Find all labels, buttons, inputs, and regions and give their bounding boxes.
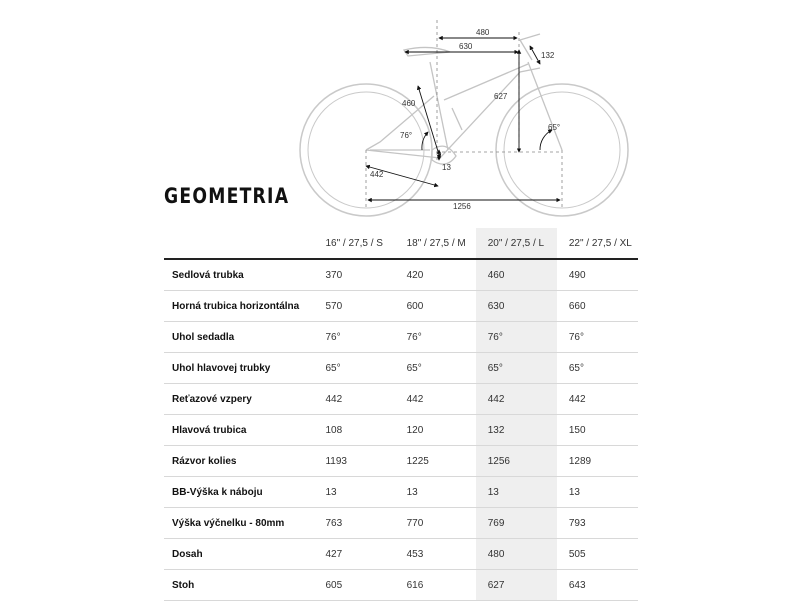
row-label: Uhol sedadla [164,322,313,353]
table-cell: 120 [395,415,476,446]
table-cell: 460 [476,259,557,291]
head-tube-arrow [530,46,540,64]
row-label: Hlavová trubica [164,415,313,446]
table-cell: 442 [476,384,557,415]
table-cell: 76° [313,322,394,353]
table-cell: 76° [476,322,557,353]
table-cell: 627 [476,570,557,601]
row-label: Sedlová trubka [164,259,313,291]
geometry-table [164,228,638,601]
table-row [164,539,638,570]
table-row [164,384,638,415]
table-cell: 643 [557,570,638,601]
head-angle-arc [540,130,552,150]
reach-label: 480 [476,28,490,37]
chainstay-label: 442 [370,170,384,179]
table-row [164,570,638,601]
table-cell: 600 [395,291,476,322]
table-cell: 793 [557,508,638,539]
table-row [164,446,638,477]
seat-angle-label: 76° [400,131,413,140]
table-cell: 132 [476,415,557,446]
stack-label: 627 [494,92,508,101]
table-cell: 453 [395,539,476,570]
table-body [164,259,638,601]
row-label: Horná trubica horizontálna [164,291,313,322]
seat-angle-arc [422,132,428,150]
bb-drop-label: 13 [442,163,451,172]
table-cell: 370 [313,259,394,291]
header-size-l: 20" / 27,5 / L [476,228,557,259]
header-size-xl: 22" / 27,5 / XL [557,228,638,259]
table-cell: 442 [313,384,394,415]
table-row [164,477,638,508]
table-cell: 76° [557,322,638,353]
row-label: Stoh [164,570,313,601]
table-cell: 13 [557,477,638,508]
seat-tube-label: 460 [402,99,416,108]
row-label: BB-Výška k náboju [164,477,313,508]
table-cell: 770 [395,508,476,539]
table-row [164,291,638,322]
table-cell: 76° [395,322,476,353]
table-cell: 616 [395,570,476,601]
table-cell: 65° [395,353,476,384]
table-cell: 427 [313,539,394,570]
row-label: Rázvor kolies [164,446,313,477]
table-cell: 763 [313,508,394,539]
table-cell: 442 [557,384,638,415]
head-angle-label: 65° [548,123,561,132]
bike-frame [366,34,562,164]
bike-geometry-diagram [0,0,800,220]
row-label: Reťazové vzpery [164,384,313,415]
table-cell: 605 [313,570,394,601]
table-cell: 480 [476,539,557,570]
header-size-s: 16" / 27,5 / S [313,228,394,259]
table-row [164,508,638,539]
table-cell: 570 [313,291,394,322]
table-cell: 660 [557,291,638,322]
table-row [164,322,638,353]
dimension-arrows [366,38,560,200]
table-cell: 1256 [476,446,557,477]
table-cell: 1193 [313,446,394,477]
table-cell: 13 [395,477,476,508]
page-title: GEOMETRIA [164,184,290,208]
table-cell: 65° [557,353,638,384]
wheelbase-label: 1256 [453,202,471,211]
table-cell: 630 [476,291,557,322]
table-cell: 65° [313,353,394,384]
table-cell: 65° [476,353,557,384]
dimension-labels [370,28,560,211]
table-row [164,415,638,446]
table-row [164,259,638,291]
table-cell: 108 [313,415,394,446]
table-cell: 442 [395,384,476,415]
head-tube-label: 132 [541,51,555,60]
table-cell: 13 [476,477,557,508]
row-label: Dosah [164,539,313,570]
table-cell: 13 [313,477,394,508]
table-cell: 769 [476,508,557,539]
header-size-m: 18" / 27,5 / M [395,228,476,259]
row-label: Výška výčnelku - 80mm [164,508,313,539]
table-cell: 420 [395,259,476,291]
table-cell: 490 [557,259,638,291]
header-empty [164,228,313,259]
table-cell: 505 [557,539,638,570]
table-cell: 1225 [395,446,476,477]
table-cell: 150 [557,415,638,446]
table-row [164,353,638,384]
row-label: Uhol hlavovej trubky [164,353,313,384]
top-tube-label: 630 [459,42,473,51]
table-header-row [164,228,638,259]
table-cell: 1289 [557,446,638,477]
